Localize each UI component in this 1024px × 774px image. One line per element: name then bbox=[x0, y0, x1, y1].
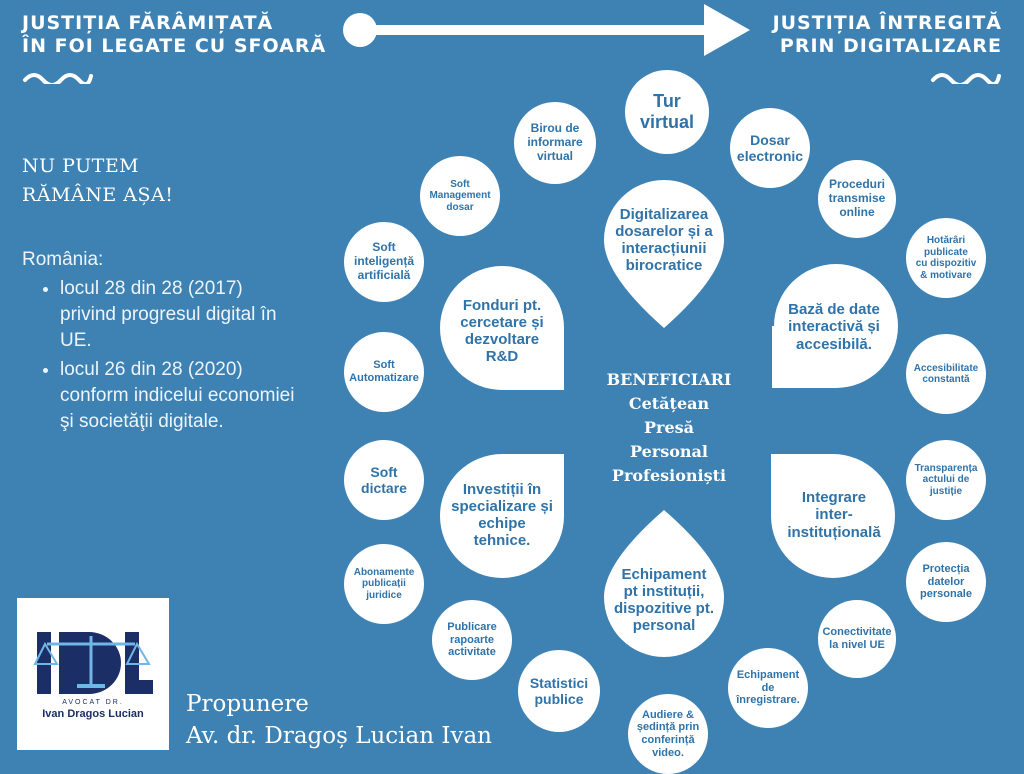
outer-publicare-rapoarte: Publicare rapoarte activitate bbox=[432, 600, 512, 680]
outer-soft-management: Soft Management dosar bbox=[420, 156, 500, 236]
outer-conectivitate: Conectivitate la nivel UE bbox=[818, 600, 896, 678]
outer-dosar-electronic: Dosar electronic bbox=[730, 108, 810, 188]
outer-soft-automatizare: Soft Automatizare bbox=[344, 332, 424, 412]
outer-soft-dictare: Soft dictare bbox=[344, 440, 424, 520]
outer-tur-virtual: Tur virtual bbox=[625, 70, 709, 154]
logo-mark-icon bbox=[17, 598, 169, 750]
outer-echipament-inregistrare: Echipament de înregistrare. bbox=[728, 648, 808, 728]
hub-integrare: Integrare inter- instituțională bbox=[787, 489, 881, 541]
romania-item: • locul 26 din 28 (2020) conform indicelui economiei şi societăţii digitale. bbox=[60, 357, 300, 435]
outer-soft-ai: Soft inteligență artificială bbox=[344, 222, 424, 302]
outer-statistici-publice: Statistici publice bbox=[518, 650, 600, 732]
outer-protectia-datelor: Protecția datelor personale bbox=[906, 542, 986, 622]
hub-fonduri: Fonduri pt. cercetare și dezvoltare R&D bbox=[460, 296, 544, 366]
beneficiary-item: Presă bbox=[643, 418, 694, 437]
logo-name: Ivan Dragos Lucian bbox=[42, 708, 144, 720]
hub-digitalizare: Digitalizarea dosarelor și a interacțiunii birocratice bbox=[615, 205, 713, 275]
header-left-title: JUSTIȚIA FĂRÂMIȚATĂ ÎN FOI LEGATE CU SFOARĂ bbox=[22, 12, 327, 57]
beneficiary-item: Personal bbox=[630, 442, 708, 461]
header-right-title: JUSTIȚIA ÎNTREGITĂ PRIN DIGITALIZARE bbox=[772, 12, 1002, 57]
proposal-author: Av. dr. Dragoș Lucian Ivan bbox=[186, 723, 492, 749]
outer-abonamente: Abonamente publicații juridice bbox=[344, 544, 424, 624]
outer-proceduri-online: Proceduri transmise online bbox=[818, 160, 896, 238]
proposal-block bbox=[186, 688, 492, 752]
outer-accesibilitate: Accesibilitate constantă bbox=[906, 334, 986, 414]
outer-hotarari-publicate: Hotărâri publicate cu dispozitiv & motivare bbox=[906, 218, 986, 298]
beneficiary-item: Profesioniști bbox=[611, 466, 727, 485]
outer-birou-informare: Birou de informare virtual bbox=[514, 102, 596, 184]
outer-audiere-video: Audiere & ședință prin conferință video. bbox=[628, 694, 708, 774]
logo bbox=[17, 598, 169, 750]
romania-title: România: bbox=[22, 249, 104, 270]
tagline: NU PUTEM RĂMÂNE AȘA! bbox=[22, 155, 174, 206]
logo-subtitle: AVOCAT DR. bbox=[62, 699, 124, 706]
beneficiary-item: Cetățean bbox=[628, 394, 710, 413]
hub-baza-date: Bază de date interactivă și accesibilă. bbox=[788, 301, 880, 353]
romania-item: • locul 28 din 28 (2017) privind progresul digital în UE. bbox=[60, 276, 300, 354]
outer-transparenta: Transparența actului de justiție bbox=[906, 440, 986, 520]
hub-echipament: Echipament pt instituții, dispozitive pt. personal bbox=[613, 565, 714, 635]
hub-investitii: Investiții în specializare și echipe tehnice. bbox=[451, 480, 553, 550]
beneficiaries bbox=[584, 368, 754, 488]
proposal-label: Propunere bbox=[186, 691, 309, 717]
beneficiaries-title: BENEFICIARI bbox=[606, 370, 732, 389]
